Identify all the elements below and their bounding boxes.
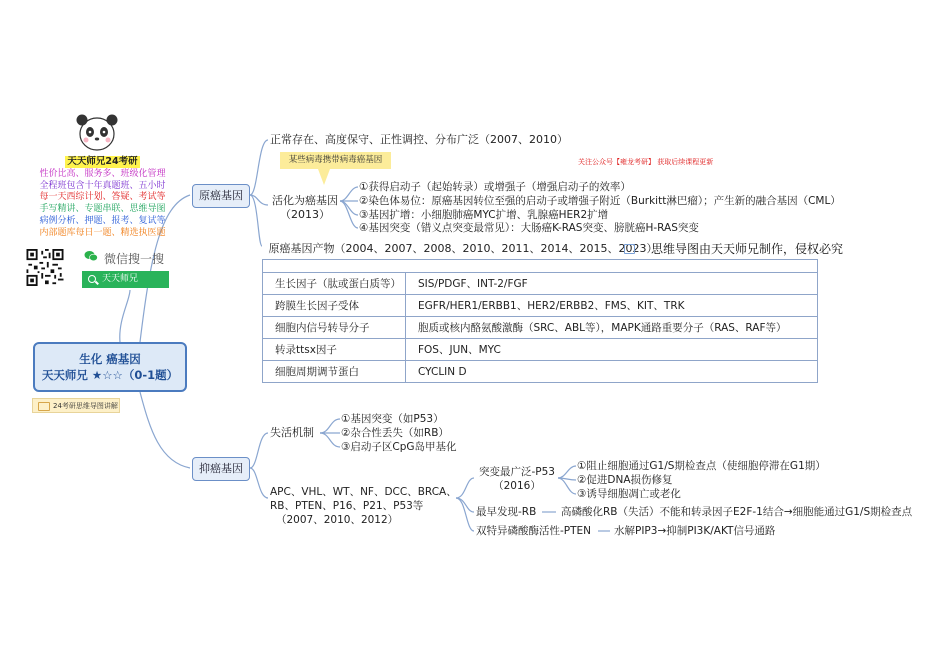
follow-note: 关注公众号【雍龙考研】 获取后续课程更新 <box>578 158 714 166</box>
table-row <box>263 273 818 295</box>
branch-suppressor-label: 抑癌基因 <box>199 462 243 475</box>
branch-oncogene-label: 原癌基因 <box>199 189 243 202</box>
lecture-tag[interactable] <box>32 398 120 413</box>
oncogene-products-table <box>262 237 818 383</box>
genes-years: （2007、2010、2012） <box>276 514 399 526</box>
activation-item: ②染色体易位：原癌基因转位至强的启动子或增强子附近（Burkitt淋巴瘤）；产生新的融合基因（CML） <box>359 195 841 207</box>
inactivation-item: ②杂合性丢失（如RB） <box>341 427 449 439</box>
search-value: 天天师兄 <box>102 274 139 284</box>
p53-label <box>476 465 558 493</box>
virus-note: 某些病毒携带病毒癌基因 <box>280 152 391 169</box>
copyright-note: 思维导图由天天师兄制作，侵权必究 <box>651 242 844 256</box>
p53-item: ②促进DNA损伤修复 <box>577 474 673 486</box>
product-name: 细胞内信号转导分子 <box>263 317 406 339</box>
table-spacer <box>263 260 818 273</box>
pten-label: 双特异磷酸酶活性-PTEN <box>476 525 592 537</box>
product-name: 转录ttsx因子 <box>263 339 406 361</box>
wechat-search-label: 微信搜一搜 <box>104 252 165 266</box>
product-value: SIS/PDGF、INT-2/FGF <box>406 273 818 295</box>
promo-line: 每一天西综计划、答疑、考试等 <box>39 192 166 203</box>
p53-label-main: 突变最广泛-P53 <box>479 466 555 478</box>
root-title: 生化 癌基因 <box>79 352 141 366</box>
branch-oncogene[interactable] <box>192 184 250 208</box>
p53-label-year: （2016） <box>493 480 541 492</box>
product-name: 跨膜生长因子受体 <box>263 295 406 317</box>
product-value: CYCLIN D <box>406 361 818 383</box>
oncogene-normal-text: 正常存在、高度保守、正性调控、分布广泛（2007、2010） <box>270 133 568 146</box>
genes-line: APC、VHL、WT、NF、DCC、BRCA、 <box>270 486 457 498</box>
suppressor-genes <box>270 485 457 527</box>
p53-item: ③诱导细胞凋亡或老化 <box>577 488 681 500</box>
inactivation-label: 失活机制 <box>270 426 314 439</box>
lecture-tag-label: 24考研思维导图讲解 <box>53 402 118 410</box>
activation-label-main: 活化为癌基因 <box>272 194 338 207</box>
activation-item: ③基因扩增：小细胞肺癌MYC扩增、乳腺癌HER2扩增 <box>359 209 609 221</box>
video-icon <box>38 402 50 411</box>
promo-line: 手写精讲、专题串联、思维导图 <box>39 204 166 215</box>
product-value: FOS、JUN、MYC <box>406 339 818 361</box>
root-subtitle: 天天师兄 ★☆☆（0-1题） <box>41 368 179 382</box>
genes-line: RB、PTEN、P16、P21、P53等 <box>270 500 424 512</box>
table-row <box>263 339 818 361</box>
promo-line: 全程班包含十年真题班、五小时 <box>39 180 166 191</box>
wechat-icon <box>84 250 98 262</box>
product-value: EGFR/HER1/ERBB1、HER2/ERBB2、FMS、KIT、TRK <box>406 295 818 317</box>
wechat-search-box[interactable] <box>82 271 169 288</box>
panda-mascot-icon <box>73 108 121 154</box>
activation-item: ①获得启动子（起始转录）或增强子（增强启动子的效率） <box>359 181 631 193</box>
image-attachment-icon[interactable] <box>624 244 635 254</box>
activation-item: ④基因突变（错义点突变最常见）：大肠癌K-RAS突变、膀胱癌H-RAS突变 <box>359 222 699 234</box>
product-name: 细胞周期调节蛋白 <box>263 361 406 383</box>
qr-code-icon <box>25 249 65 286</box>
product-name: 生长因子（肽或蛋白质等） <box>263 273 406 295</box>
activation-label <box>270 194 340 222</box>
search-icon <box>88 275 96 283</box>
branch-suppressor[interactable] <box>192 457 250 481</box>
promo-block <box>20 156 185 240</box>
table-row <box>263 361 818 383</box>
root-node[interactable] <box>33 342 187 392</box>
inactivation-item: ③启动子区CpG岛甲基化 <box>341 441 457 453</box>
promo-line: 病例分析、押题、报考、复试等 <box>39 215 166 226</box>
p53-item: ①阻止细胞通过G1/S期检查点（使细胞停滞在G1期） <box>577 460 826 472</box>
promo-line: 性价比高、服务多、班级化管理 <box>39 168 166 179</box>
rb-label: 最早发现-RB <box>476 506 537 518</box>
promo-title: 天天师兄24考研 <box>67 156 138 167</box>
products-header: 原癌基因产物（2004、2007、2008、2010、2011、2014、2015、2023） <box>263 237 818 260</box>
table-row <box>263 317 818 339</box>
pten-description: 水解PIP3→抑制PI3K/AKT信号通路 <box>614 525 776 537</box>
table-row <box>263 295 818 317</box>
rb-description: 高磷酸化RB（失活）不能和转录因子E2F-1结合→细胞能通过G1/S期检查点 <box>561 506 913 518</box>
product-value: 胞质或核内酪氨酸激酶（SRC、ABL等），MAPK通路重要分子（RAS、RAF等） <box>406 317 818 339</box>
promo-line: 内部题库每日一题、精选执医题 <box>39 227 166 238</box>
activation-label-year: （2013） <box>280 208 330 221</box>
inactivation-item: ①基因突变（如P53） <box>341 413 444 425</box>
